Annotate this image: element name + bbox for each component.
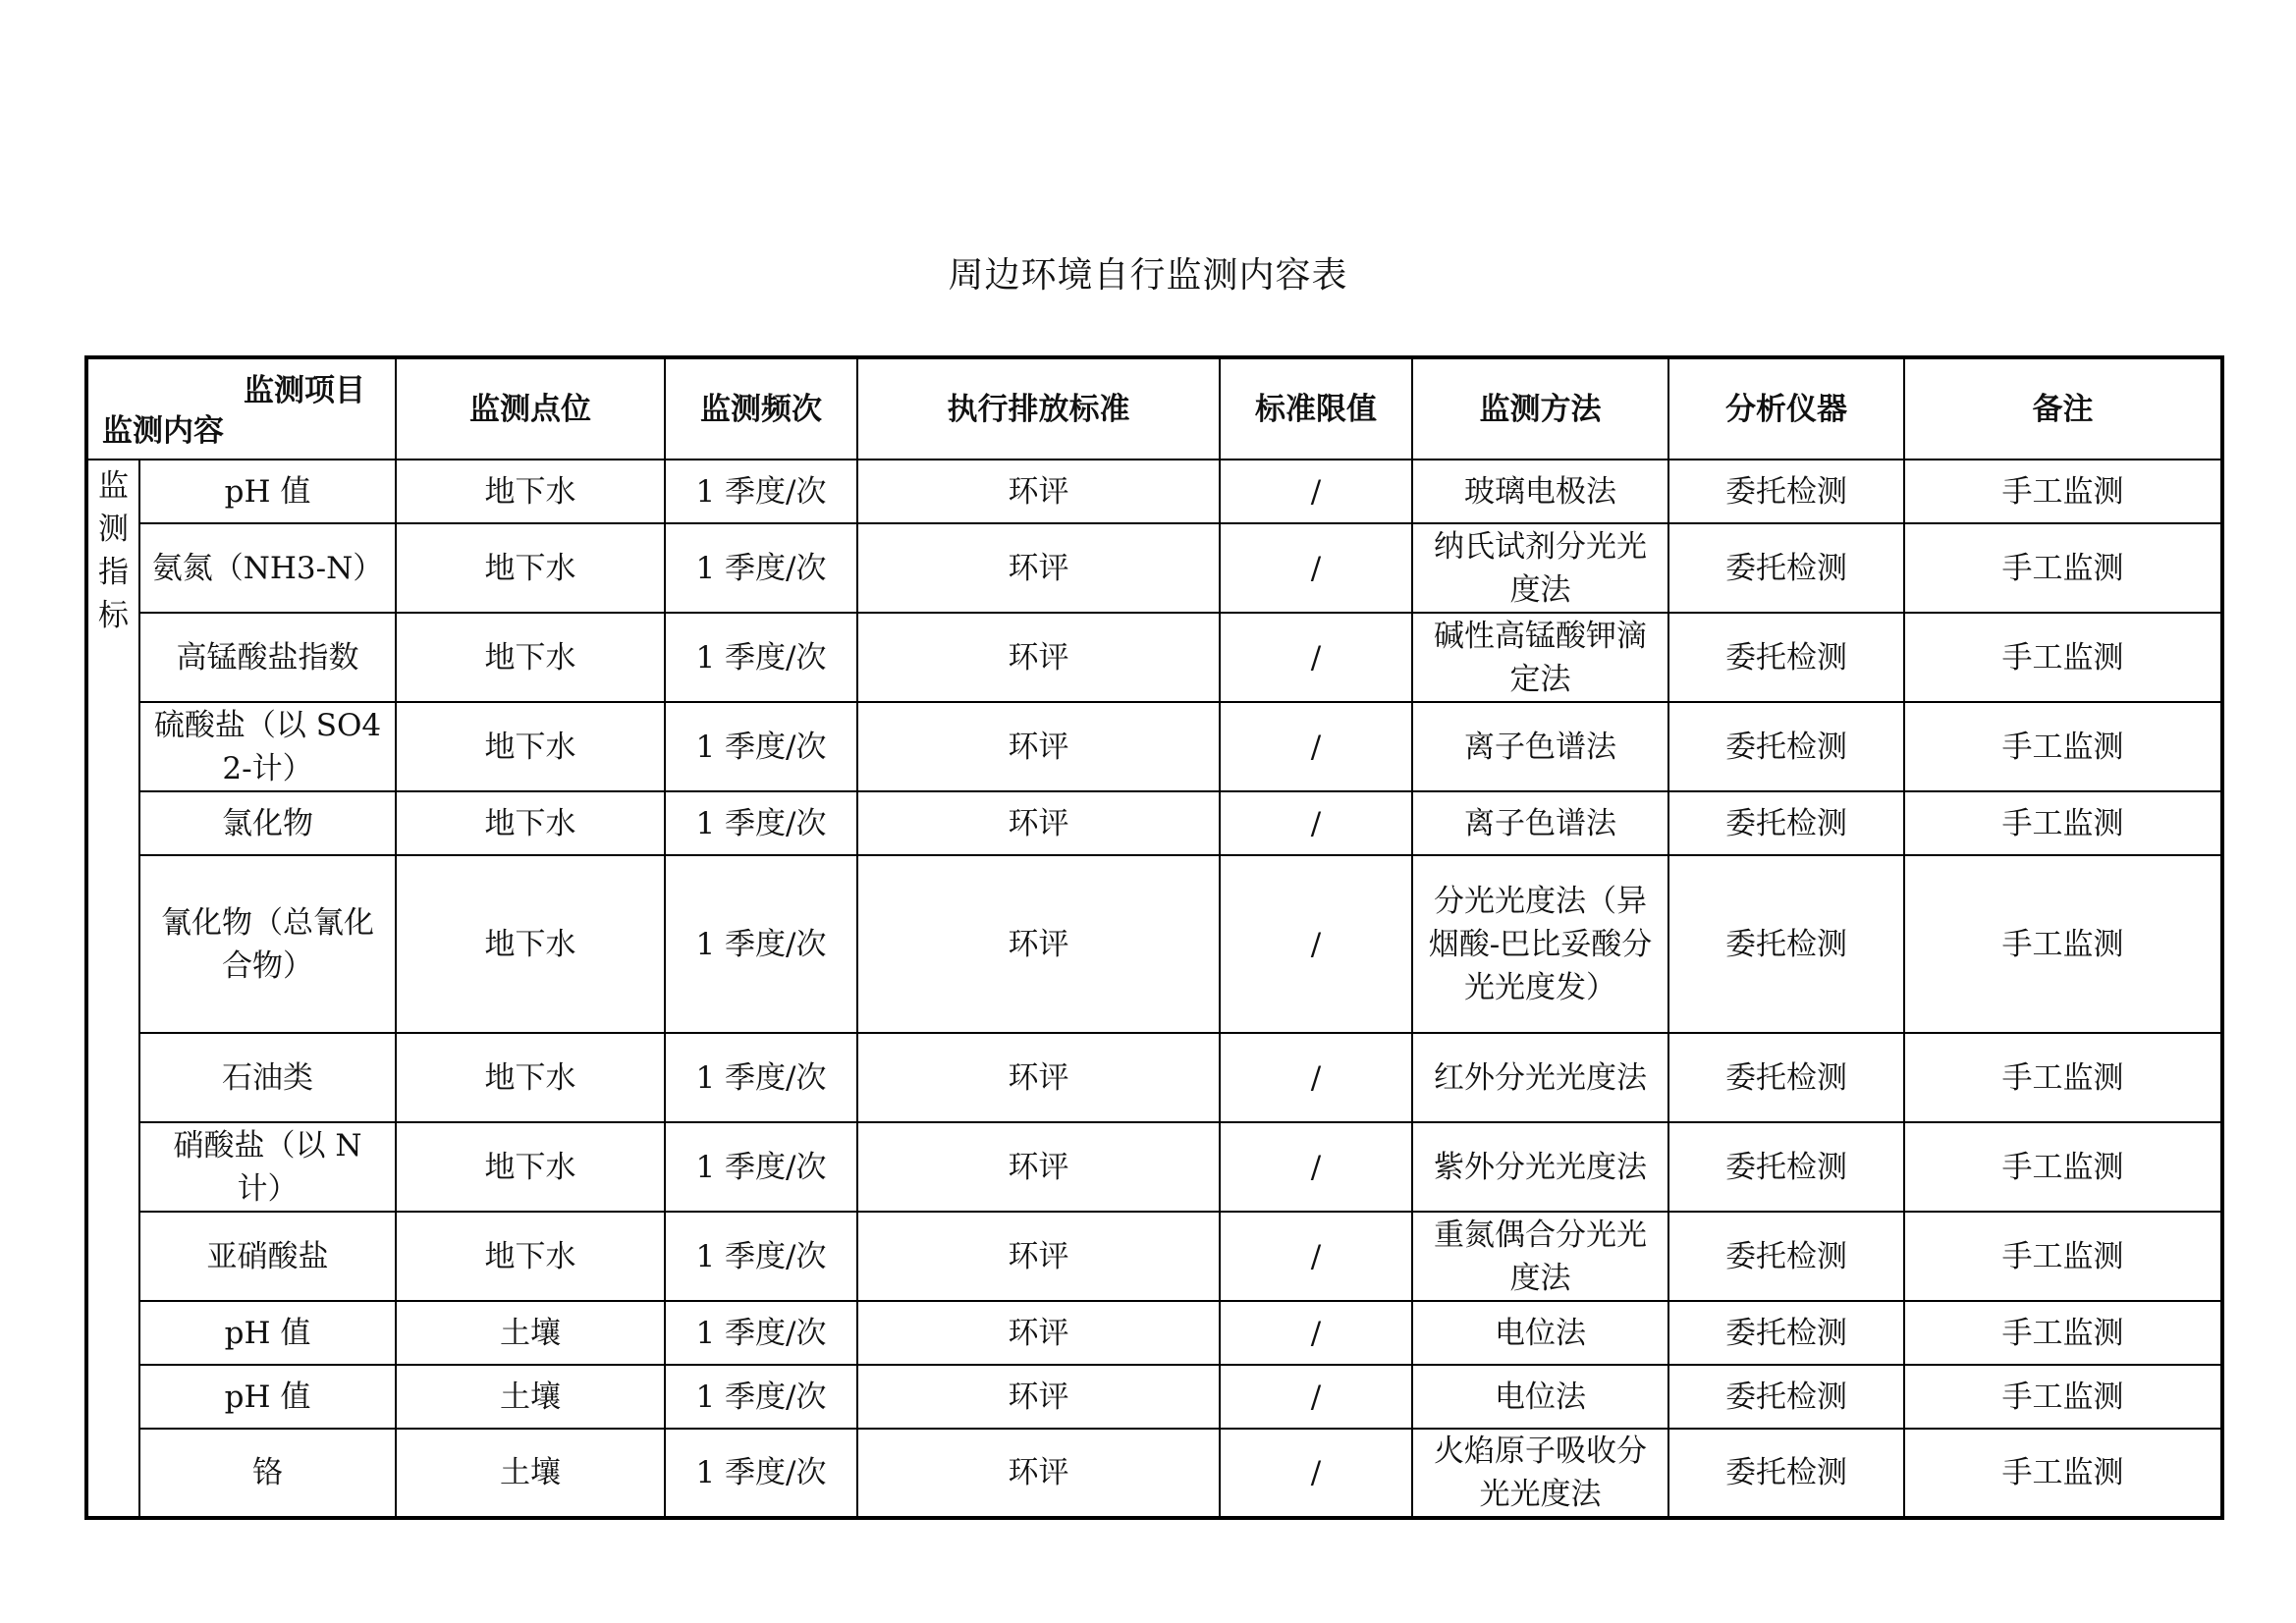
cell-remark: 手工监测 [1904,613,2222,702]
side-label-char: 标 [98,598,129,633]
cell-remark: 手工监测 [1904,1122,2222,1212]
table-row [86,523,2222,613]
cell-limit: / [1220,613,1412,702]
cell-instrument: 委托检测 [1668,1122,1904,1212]
cell-frequency: 1 季度/次 [665,460,857,523]
cell-frequency: 1 季度/次 [665,613,857,702]
table-row [86,1212,2222,1301]
cell-item: 氰化物（总氰化合物） [139,855,396,1033]
cell-method: 重氮偶合分光光度法 [1412,1212,1668,1301]
cell-instrument: 委托检测 [1668,1033,1904,1122]
header-location: 监测点位 [396,357,665,460]
header-instrument: 分析仪器 [1668,357,1904,460]
cell-location: 土壤 [396,1301,665,1365]
cell-remark: 手工监测 [1904,1033,2222,1122]
table-row [86,791,2222,855]
cell-remark: 手工监测 [1904,460,2222,523]
table-row [86,460,2222,523]
cell-limit: / [1220,1429,1412,1518]
page-title: 周边环境自行监测内容表 [948,255,1348,296]
cell-standard: 环评 [857,855,1220,1033]
cell-location: 地下水 [396,1122,665,1212]
cell-frequency: 1 季度/次 [665,1365,857,1429]
cell-method: 离子色谱法 [1412,702,1668,791]
header-remark: 备注 [1904,357,2222,460]
table-row [86,702,2222,791]
cell-item: 石油类 [139,1033,396,1122]
header-item-label: 监测项目 [244,373,365,408]
cell-remark: 手工监测 [1904,702,2222,791]
cell-frequency: 1 季度/次 [665,1122,857,1212]
cell-item: 亚硝酸盐 [139,1212,396,1301]
cell-instrument: 委托检测 [1668,791,1904,855]
cell-location: 地下水 [396,523,665,613]
cell-item: pH 值 [139,460,396,523]
table-row [86,1429,2222,1518]
cell-standard: 环评 [857,1122,1220,1212]
cell-remark: 手工监测 [1904,791,2222,855]
cell-limit: / [1220,1122,1412,1212]
cell-instrument: 委托检测 [1668,1365,1904,1429]
cell-standard: 环评 [857,1429,1220,1518]
cell-remark: 手工监测 [1904,855,2222,1033]
cell-frequency: 1 季度/次 [665,855,857,1033]
cell-method: 分光光度法（异烟酸-巴比妥酸分光光度发） [1412,855,1668,1033]
cell-item: 氨氮（NH3-N） [139,523,396,613]
cell-standard: 环评 [857,523,1220,613]
cell-location: 地下水 [396,855,665,1033]
cell-frequency: 1 季度/次 [665,1212,857,1301]
cell-location: 地下水 [396,1212,665,1301]
header-content-label: 监测内容 [102,413,224,449]
cell-instrument: 委托检测 [1668,523,1904,613]
cell-remark: 手工监测 [1904,523,2222,613]
cell-location: 地下水 [396,702,665,791]
cell-standard: 环评 [857,1033,1220,1122]
cell-remark: 手工监测 [1904,1212,2222,1301]
cell-limit: / [1220,855,1412,1033]
cell-item: 氯化物 [139,791,396,855]
cell-method: 电位法 [1412,1301,1668,1365]
cell-limit: / [1220,523,1412,613]
side-label-char: 指 [98,555,129,590]
cell-instrument: 委托检测 [1668,460,1904,523]
header-limit: 标准限值 [1220,357,1412,460]
cell-standard: 环评 [857,613,1220,702]
cell-location: 土壤 [396,1365,665,1429]
cell-limit: / [1220,460,1412,523]
cell-item: 硝酸盐（以 N 计） [139,1122,396,1212]
side-label-char: 监 [98,468,129,504]
cell-method: 电位法 [1412,1365,1668,1429]
cell-limit: / [1220,1212,1412,1301]
header-standard: 执行排放标准 [857,357,1220,460]
cell-location: 地下水 [396,460,665,523]
cell-frequency: 1 季度/次 [665,1429,857,1518]
table-row [86,1033,2222,1122]
header-frequency: 监测频次 [665,357,857,460]
cell-item: 铬 [139,1429,396,1518]
cell-frequency: 1 季度/次 [665,702,857,791]
cell-standard: 环评 [857,791,1220,855]
cell-method: 碱性高锰酸钾滴定法 [1412,613,1668,702]
cell-limit: / [1220,1365,1412,1429]
cell-remark: 手工监测 [1904,1365,2222,1429]
cell-instrument: 委托检测 [1668,702,1904,791]
cell-instrument: 委托检测 [1668,1212,1904,1301]
cell-instrument: 委托检测 [1668,1301,1904,1365]
cell-instrument: 委托检测 [1668,613,1904,702]
cell-limit: / [1220,1033,1412,1122]
cell-item: pH 值 [139,1301,396,1365]
cell-frequency: 1 季度/次 [665,791,857,855]
cell-remark: 手工监测 [1904,1301,2222,1365]
cell-location: 土壤 [396,1429,665,1518]
cell-location: 地下水 [396,1033,665,1122]
cell-method: 紫外分光光度法 [1412,1122,1668,1212]
cell-method: 离子色谱法 [1412,791,1668,855]
table-row [86,1301,2222,1365]
cell-standard: 环评 [857,1365,1220,1429]
cell-location: 地下水 [396,613,665,702]
cell-standard: 环评 [857,702,1220,791]
cell-location: 地下水 [396,791,665,855]
side-label-char: 测 [98,512,129,547]
cell-standard: 环评 [857,1212,1220,1301]
cell-item: 高锰酸盐指数 [139,613,396,702]
cell-standard: 环评 [857,1301,1220,1365]
cell-frequency: 1 季度/次 [665,1301,857,1365]
header-row [86,357,2222,460]
cell-item: pH 值 [139,1365,396,1429]
cell-frequency: 1 季度/次 [665,523,857,613]
cell-limit: / [1220,702,1412,791]
cell-standard: 环评 [857,460,1220,523]
cell-instrument: 委托检测 [1668,1429,1904,1518]
cell-method: 玻璃电极法 [1412,460,1668,523]
table-row [86,1122,2222,1212]
cell-limit: / [1220,1301,1412,1365]
cell-method: 纳氏试剂分光光度法 [1412,523,1668,613]
cell-method: 红外分光光度法 [1412,1033,1668,1122]
cell-frequency: 1 季度/次 [665,1033,857,1122]
header-diagonal-cell [86,357,396,460]
cell-remark: 手工监测 [1904,1429,2222,1518]
cell-method: 火焰原子吸收分光光度法 [1412,1429,1668,1518]
table-row [86,1365,2222,1429]
table-row [86,613,2222,702]
cell-instrument: 委托检测 [1668,855,1904,1033]
monitoring-table [84,355,2224,1520]
table-row [86,855,2222,1033]
header-method: 监测方法 [1412,357,1668,460]
side-label-cell [86,460,139,1518]
cell-item: 硫酸盐（以 SO42-计） [139,702,396,791]
cell-limit: / [1220,791,1412,855]
